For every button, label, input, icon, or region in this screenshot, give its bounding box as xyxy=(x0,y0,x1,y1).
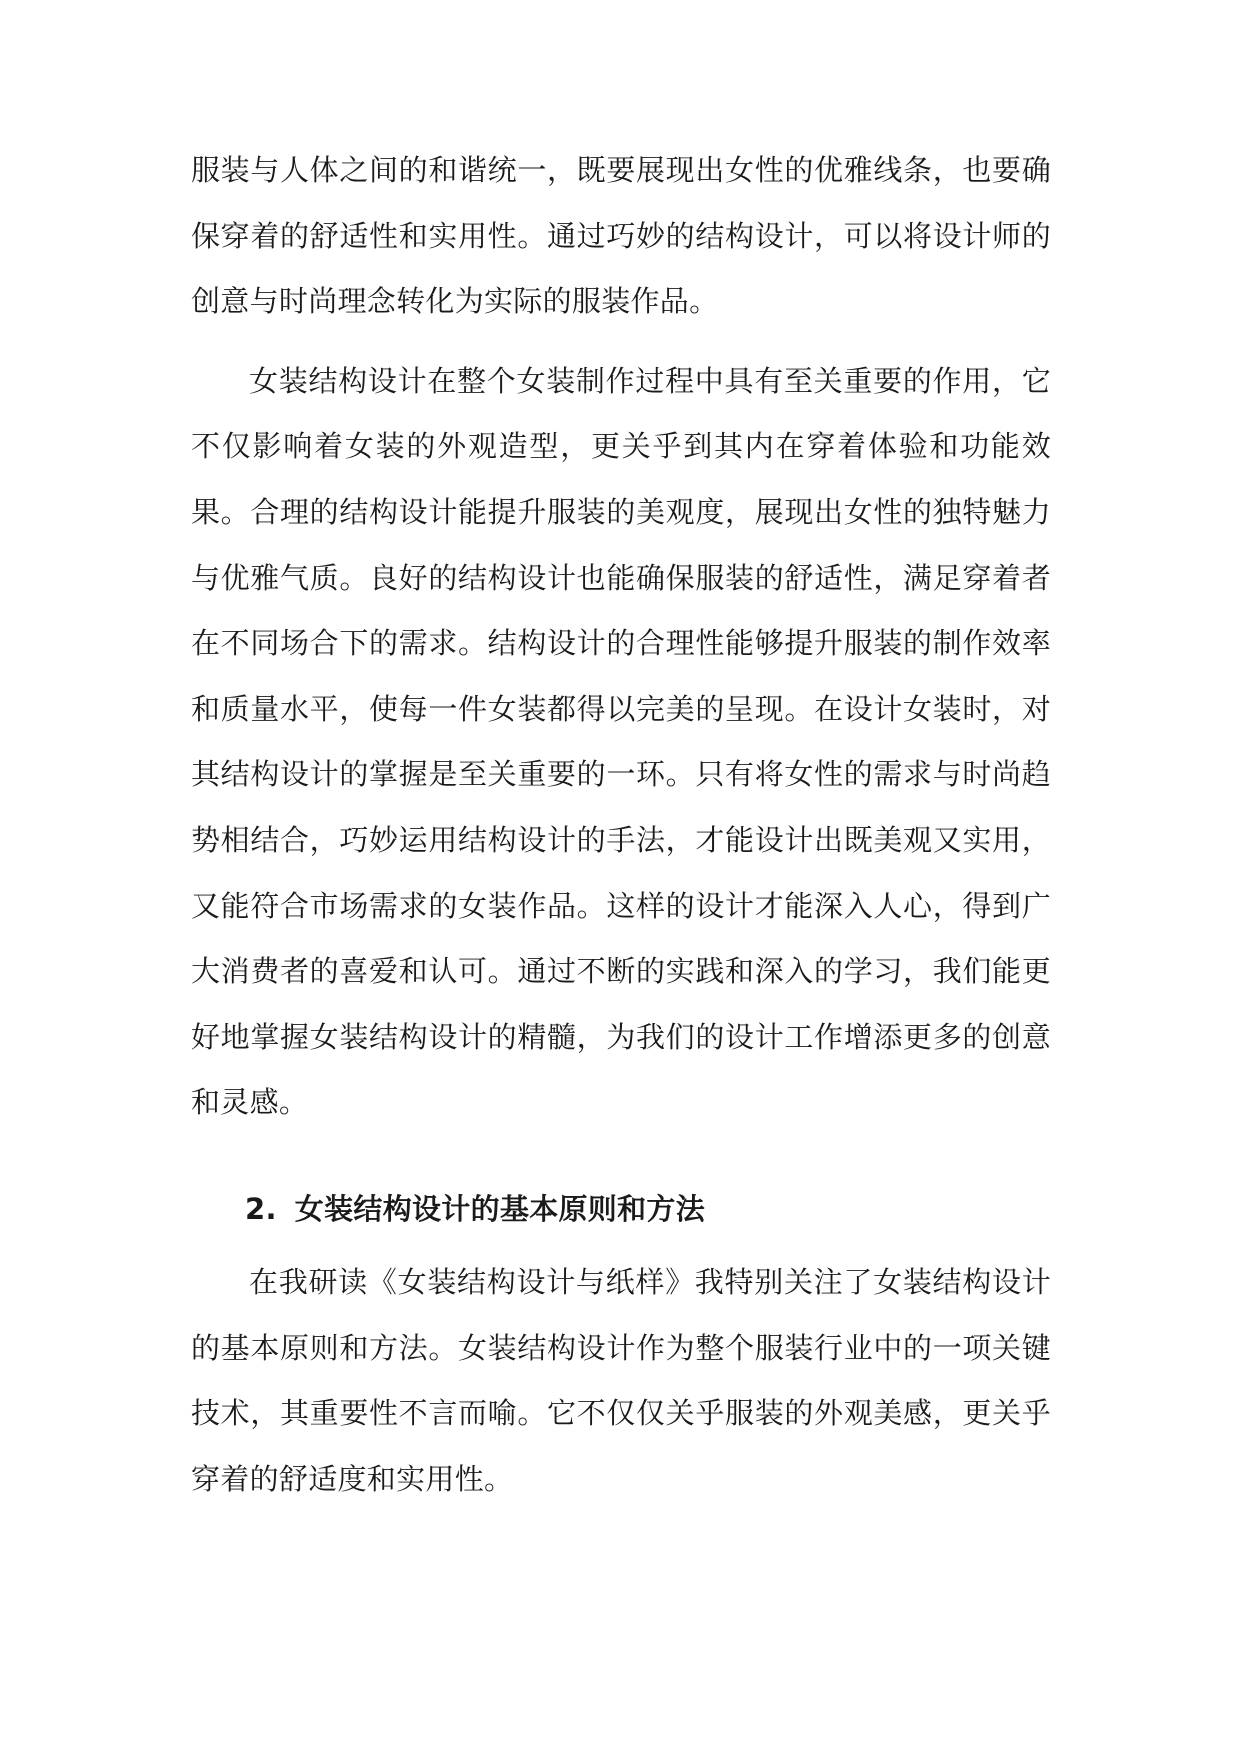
section-heading xyxy=(191,1176,1051,1242)
document-page xyxy=(191,138,1051,1512)
section-number: 2. xyxy=(245,1191,277,1226)
paragraph-principles-intro: 在我研读《女装结构设计与纸样》我特别关注了女装结构设计的基本原则和方法。女装结构设计作为整个服装行业中的一项关键技术，其重要性不言而喻。它不仅仅关乎服装的外观美感，更关乎穿着的舒适度和实用性。 xyxy=(191,1264,1051,1496)
section-title: 女装结构设计的基本原则和方法 xyxy=(294,1191,705,1226)
paragraph-continuation: 服装与人体之间的和谐统一，既要展现出女性的优雅线条，也要确保穿着的舒适性和实用性。通过巧妙的结构设计，可以将设计师的创意与时尚理念转化为实际的服装作品。 xyxy=(191,153,1051,319)
paragraph-structure-importance: 女装结构设计在整个女装制作过程中具有至关重要的作用，它不仅影响着女装的外观造型，更关乎到其内在穿着体验和功能效果。合理的结构设计能提升服装的美观度，展现出女性的独特魅力与优雅气质。良好的结构设计也能确保服装的舒适性，满足穿着者在不同场合下的需求。结构设计的合理性能够提升服装的制作效率和质量水平，使每一件女装都得以完美的呈现。在设计女装时，对其结构设计的掌握是至关重要的一环。只有将女性的需求与时尚趋势相结合，巧妙运用结构设计的手法，才能设计出既美观又实用，又能符合市场需求的女装作品。这样的设计才能深入人心，得到广大消费者的喜爱和认可。通过不断的实践和深入的学习，我们能更好地掌握女装结构设计的精髓，为我们的设计工作增添更多的创意和灵感。 xyxy=(191,363,1051,1120)
